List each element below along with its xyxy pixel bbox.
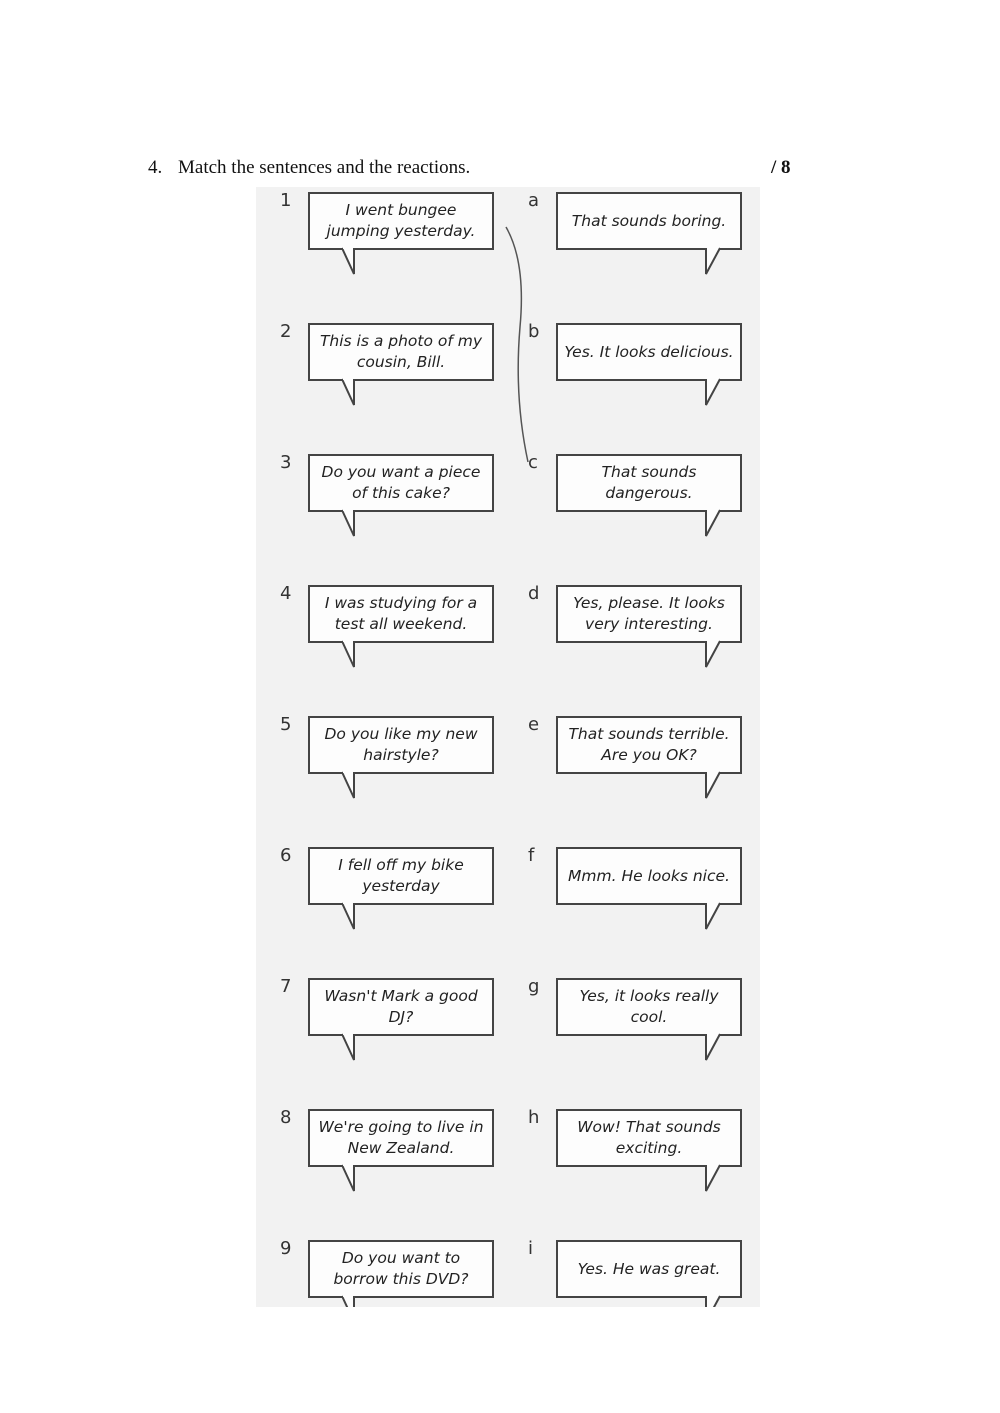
reaction-label: b	[528, 321, 540, 342]
reaction-bubble[interactable]: That sounds dangerous.	[556, 454, 742, 512]
sentence-bubble[interactable]: I went bungee jumping yesterday.	[308, 192, 494, 250]
reaction-bubble[interactable]: That sounds boring.	[556, 192, 742, 250]
speech-tail	[338, 246, 368, 276]
speech-tail	[696, 508, 726, 538]
reaction-label: g	[528, 976, 540, 997]
sentence-bubble[interactable]: This is a photo of my cousin, Bill.	[308, 323, 494, 381]
reaction-label: c	[528, 452, 538, 473]
exercise-heading	[148, 157, 470, 179]
reaction-bubble[interactable]: Yes, it looks really cool.	[556, 978, 742, 1036]
speech-tail	[338, 377, 368, 407]
sentence-bubble[interactable]: Wasn't Mark a good DJ?	[308, 978, 494, 1036]
sentence-label: 9	[280, 1238, 292, 1259]
reaction-label: i	[528, 1238, 534, 1259]
reaction-label: f	[528, 845, 535, 866]
reaction-label: h	[528, 1107, 540, 1128]
speech-tail	[338, 508, 368, 538]
reaction-label: d	[528, 583, 540, 604]
sentence-bubble[interactable]: I fell off my bike yesterday	[308, 847, 494, 905]
speech-tail	[696, 246, 726, 276]
sentence-label: 3	[280, 452, 292, 473]
sentence-label: 6	[280, 845, 292, 866]
sentence-label: 4	[280, 583, 292, 604]
sentence-label: 5	[280, 714, 292, 735]
sentence-label: 7	[280, 976, 292, 997]
sentence-bubble[interactable]: Do you want a piece of this cake?	[308, 454, 494, 512]
reaction-bubble[interactable]: That sounds terrible. Are you OK?	[556, 716, 742, 774]
reaction-bubble[interactable]: Mmm. He looks nice.	[556, 847, 742, 905]
speech-tail	[338, 1163, 368, 1193]
matching-exercise	[256, 187, 760, 1307]
speech-tail	[696, 901, 726, 931]
speech-tail	[338, 1294, 368, 1307]
speech-tail	[696, 639, 726, 669]
exercise-score: / 8	[771, 157, 791, 178]
exercise-number: 4.	[148, 157, 163, 178]
reaction-bubble[interactable]: Yes, please. It looks very interesting.	[556, 585, 742, 643]
speech-tail	[338, 639, 368, 669]
speech-tail	[696, 1294, 726, 1307]
exercise-instruction: Match the sentences and the reactions.	[178, 157, 471, 178]
sentence-label: 8	[280, 1107, 292, 1128]
reaction-bubble[interactable]: Yes. It looks delicious.	[556, 323, 742, 381]
reaction-label: e	[528, 714, 540, 735]
speech-tail	[696, 377, 726, 407]
speech-tail	[338, 901, 368, 931]
reaction-bubble[interactable]: Wow! That sounds exciting.	[556, 1109, 742, 1167]
sentence-label: 1	[280, 190, 292, 211]
sentence-bubble[interactable]: Do you want to borrow this DVD?	[308, 1240, 494, 1298]
speech-tail	[338, 770, 368, 800]
sentence-bubble[interactable]: I was studying for a test all weekend.	[308, 585, 494, 643]
speech-tail	[696, 1032, 726, 1062]
reaction-label: a	[528, 190, 540, 211]
sentence-bubble[interactable]: Do you like my new hairstyle?	[308, 716, 494, 774]
speech-tail	[696, 770, 726, 800]
example-match-line	[504, 217, 544, 467]
sentence-bubble[interactable]: We're going to live in New Zealand.	[308, 1109, 494, 1167]
speech-tail	[696, 1163, 726, 1193]
sentence-label: 2	[280, 321, 292, 342]
speech-tail	[338, 1032, 368, 1062]
reaction-bubble[interactable]: Yes. He was great.	[556, 1240, 742, 1298]
